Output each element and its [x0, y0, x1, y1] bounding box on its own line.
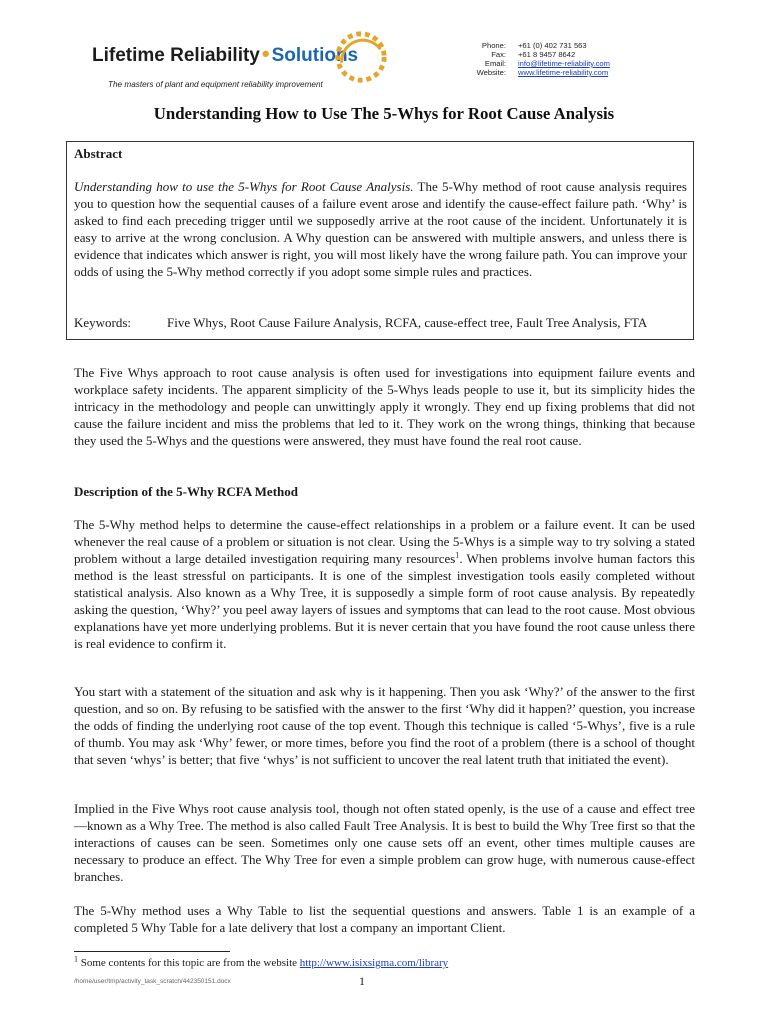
logo-text-lifetime: Lifetime Reliability — [92, 45, 260, 66]
logo-tagline: The masters of plant and equipment reliability improvement — [108, 80, 323, 89]
abstract-box — [66, 141, 694, 340]
paragraph-intro: The Five Whys approach to root cause analysis is often used for investigations into equipment failure events and workplace safety incidents. The apparent simplicity of the 5-Whys leads people to use it, but its simplicity hides the intricacy in the methodology and people can unwittingly apply it wrongly. They end up fixing problems that did not cause the failure incident and miss the problems that led to it. They work on the wrong things, thinking that because they used the 5-Whys and the questions were answered, they must have found the real root cause. — [74, 365, 695, 448]
logo-dot: • — [261, 41, 270, 66]
paragraph-text: The 5-Why method helps to determine the cause-effect relationships in a problem or a failure event. It can be used whenever the real cause of a problem or situation is not clear. Using the 5-Whys is a simple way to try solving a stated problem without a large detailed investigation requiring many resources — [74, 517, 695, 566]
keywords-row — [74, 314, 687, 331]
document-title: Understanding How to Use The 5-Whys for Root Cause Analysis — [153, 104, 615, 123]
abstract-heading: Abstract — [74, 146, 123, 161]
footnote-link[interactable]: http://www.isixsigma.com/library — [299, 957, 449, 969]
gear-icon — [332, 28, 390, 86]
logo-text-solutions: Solutions — [271, 45, 359, 66]
contact-label: Website: — [476, 68, 506, 77]
contact-fax: +61 8 9457 8642 — [518, 50, 576, 59]
contact-label: Phone: — [481, 41, 506, 50]
footnote-mark: 1 — [74, 954, 78, 964]
contact-phone-row — [458, 41, 648, 50]
abstract-lead: Understanding how to use the 5-Whys for Root Cause Analysis. — [74, 179, 414, 194]
keywords-list: Five Whys, Root Cause Failure Analysis, RCFA, cause-effect tree, Fault Tree Analysis, FTA — [167, 315, 648, 330]
paragraph-text: . When problems involve human factors this method is the least stressful on participants. It is one of the simplest investigation tools easily completed without statistical analysis. Also known as a Why Tree, it is supposedly a simple form of root cause analysis. By repeatedly asking the question, ‘Why?’ you peel away layers of issues and symptoms that can lead to the root cause. Most obvious explanations have yet more underlying problems. But it is never certain that you have found the root cause unless there is real evidence to confirm it. — [74, 551, 695, 651]
paragraph-description — [74, 516, 695, 652]
contact-phone: +61 (0) 402 731 563 — [518, 41, 587, 50]
contact-website-row — [458, 68, 648, 77]
contact-website-link[interactable]: www.lifetime-reliability.com — [518, 68, 609, 77]
page-number: 1 — [359, 974, 365, 988]
paragraph-start: You start with a statement of the situation and ask why is it happening. Then you ask ‘Why?’ of the answer to the first question, and so on. By refusing to be satisfied with the answer to the first ‘Why did it happen?’ question, you increase the odds of finding the underlying root cause of the top event. Though this technique is called ‘5-Whys’, five is a rule of thumb. You may ask ‘Why’ fewer, or more times, before you find the root of a problem (there is a school of thought that seven ‘whys’ is better; that five ‘whys’ is not sufficient to uncover the real latent truth that initiated the event). — [74, 684, 695, 767]
footnote-ref[interactable]: 1 — [455, 550, 460, 560]
logo-wordmark — [92, 41, 358, 67]
paragraph-why-table: The 5-Why method uses a Why Table to list the sequential questions and answers. Table 1 is an example of a completed 5 Why Table for a late delivery that lost a company an important Client. — [74, 903, 695, 935]
file-path: /home/user/tmp/activity_task_scratch/442350151.docx — [74, 978, 231, 985]
abstract-text — [74, 178, 687, 280]
contact-email-row — [458, 59, 648, 68]
contact-block — [458, 41, 648, 77]
footnote — [74, 954, 449, 969]
section-heading: Description of the 5-Why RCFA Method — [74, 484, 298, 499]
keywords-label: Keywords: — [74, 315, 132, 330]
contact-email-link[interactable]: info@lifetime-reliability.com — [518, 59, 610, 68]
footnote-text: Some contents for this topic are from the website — [78, 957, 300, 969]
footnote-divider — [74, 951, 230, 952]
paragraph-why-tree: Implied in the Five Whys root cause analysis tool, though not often stated openly, is the use of a cause and effect tree—known as a Why Tree. The method is also called Fault Tree Analysis. It is best to build the Why Tree first so that the interactions of causes can be seen. Sometimes only one cause sets off an event, other times multiple causes are necessary to produce an effect. The Why Tree for even a simple problem can grow huge, with numerous cause-effect branches. — [74, 801, 695, 884]
contact-label: Email: — [484, 59, 506, 68]
contact-label: Fax: — [491, 50, 506, 59]
abstract-body: The 5-Why method of root cause analysis requires you to question how the sequential causes of a failure event arose and identify the cause-effect failure path. ‘Why’ is asked to find each preceding trigger until we supposedly arrive at the root cause of the incident. Unfortunately it is easy to arrive at the wrong conclusion. A Why question can be answered with multiple answers, and unless there is evidence that indicates which answer is right, you will most likely have the wrong failure path. You can improve your odds of using the 5-Why method correctly if you adopt some simple rules and practices. — [74, 179, 687, 279]
contact-fax-row — [458, 50, 648, 59]
